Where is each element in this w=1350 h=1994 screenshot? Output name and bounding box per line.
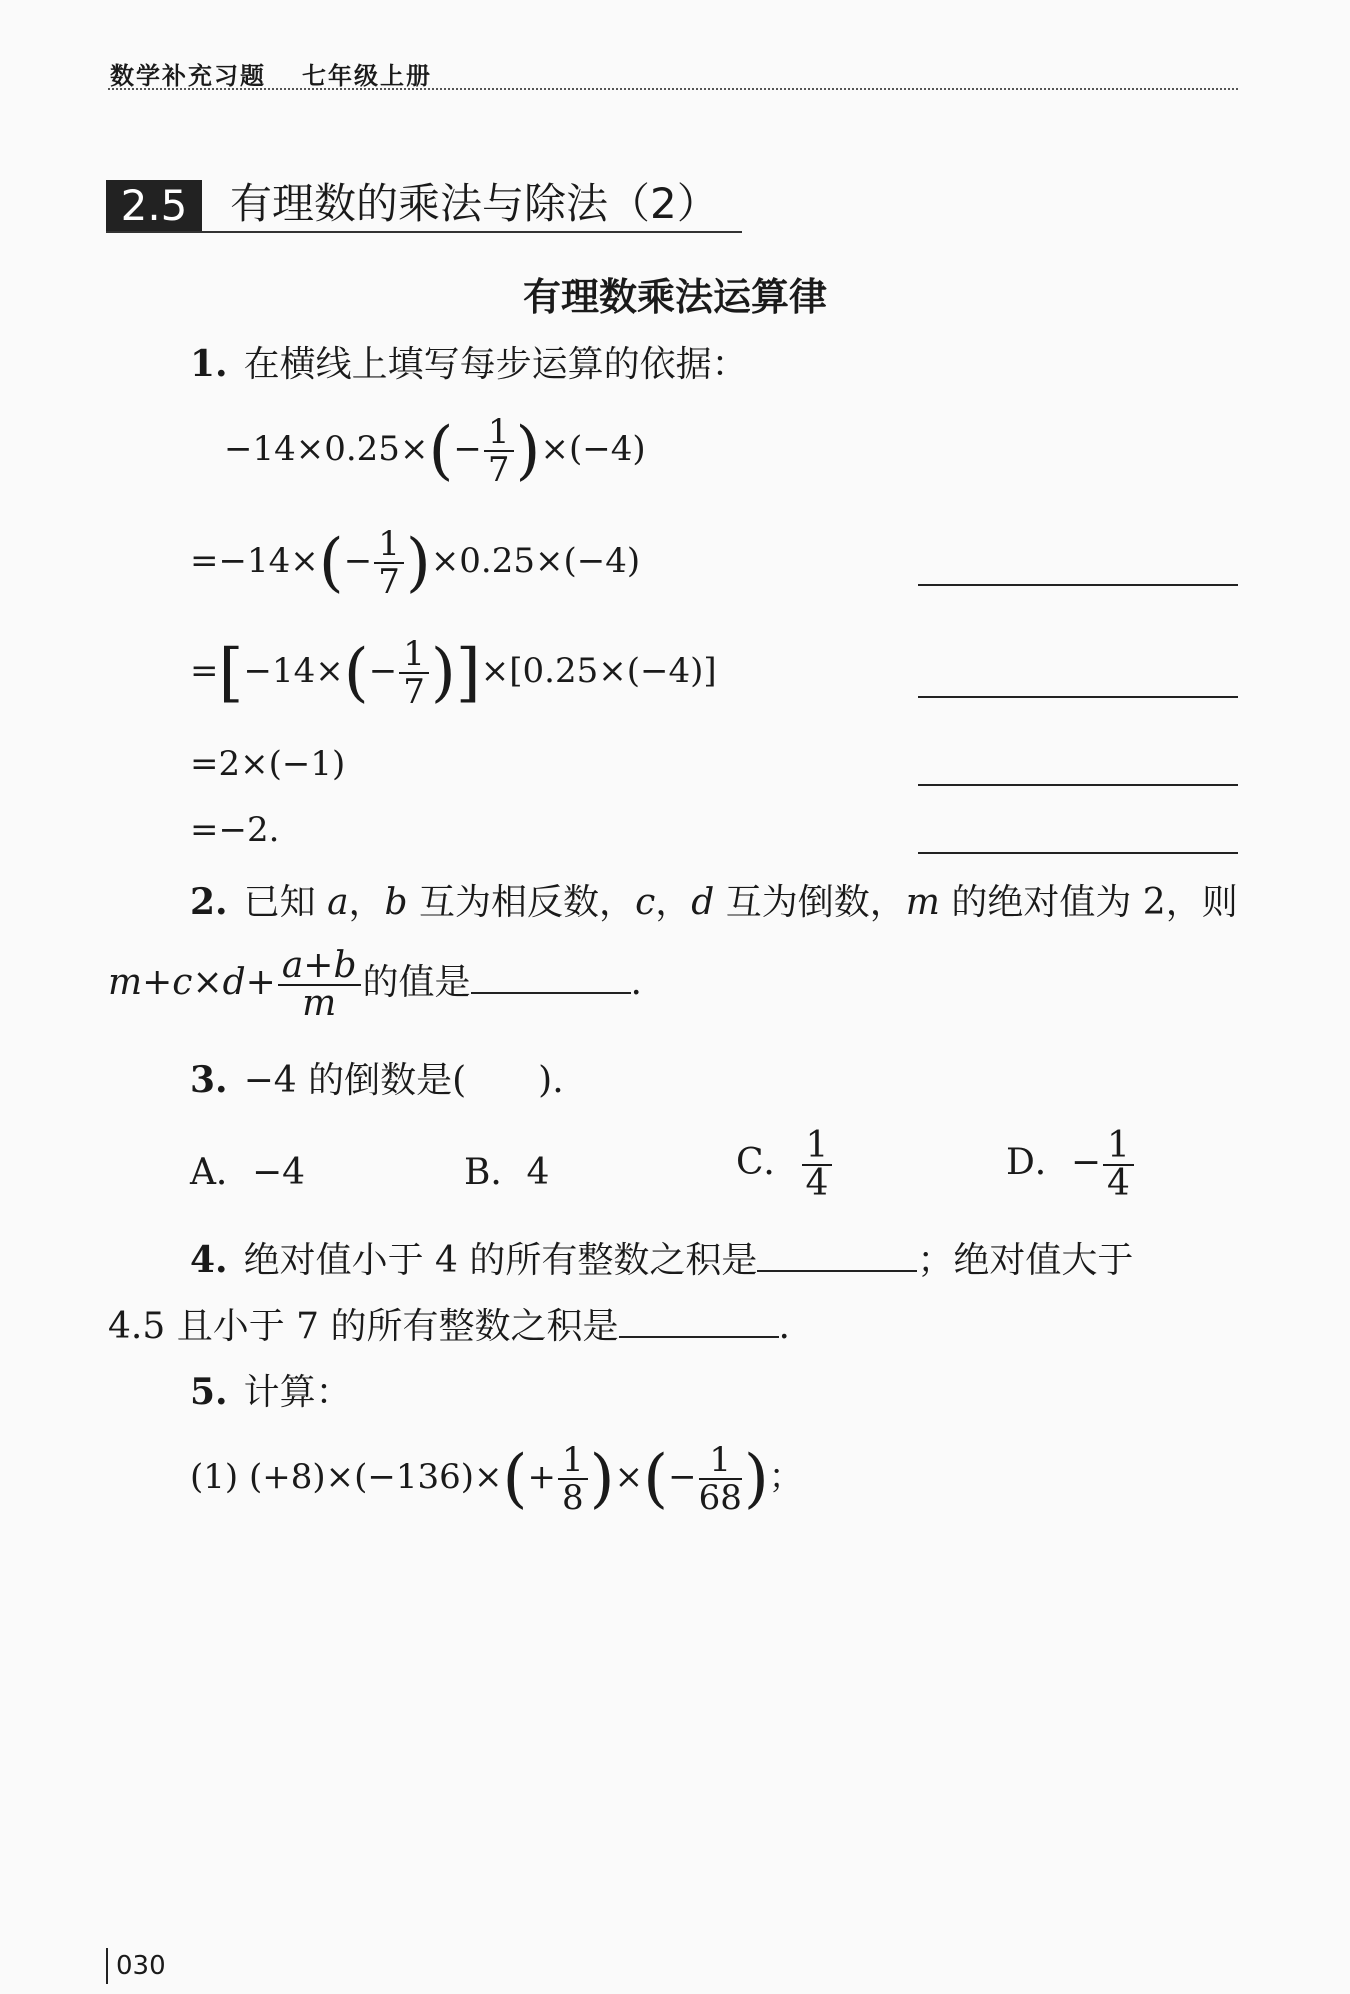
paren-close: ): [589, 1442, 615, 1516]
q5-p1-sign-2: −: [668, 1457, 697, 1497]
fraction: [278, 945, 361, 1024]
q1-l3-part-b: −14×: [243, 651, 344, 691]
q4-prompt: [190, 1232, 1133, 1283]
q1-text: 在横线上填写每步运算的依据：: [243, 344, 748, 385]
paren-open: (: [428, 414, 454, 488]
fraction-numerator: 1: [484, 414, 514, 452]
header-divider: [108, 88, 1238, 90]
fraction-numerator: 1: [802, 1128, 833, 1166]
q1-l2-part-c: ×0.25×(−4): [430, 541, 641, 581]
paren-open: (: [643, 1442, 669, 1516]
fraction-numerator: 1: [374, 526, 404, 564]
fraction: [802, 1125, 833, 1204]
fraction-denominator: 7: [378, 562, 400, 602]
section-title: 有理数的乘法与除法（2）: [230, 179, 719, 228]
q2-answer-blank[interactable]: [471, 962, 631, 994]
q2-text-4: 的绝对值为 2，则: [951, 882, 1238, 923]
fraction-denominator: 7: [487, 450, 510, 490]
var-d: d: [691, 882, 715, 923]
bracket-open: [: [218, 636, 244, 710]
fraction: [699, 1442, 742, 1516]
q4-text-1: 绝对值小于 4 的所有整数之积是: [243, 1240, 758, 1281]
q5-number: 5.: [190, 1371, 228, 1413]
q1-line-5: =−2.: [190, 810, 280, 850]
comma: ，: [655, 882, 692, 923]
q1-l3-part-d: ×[0.25×(−4)]: [480, 651, 717, 691]
q2-text-2: 互为相反数，: [419, 882, 636, 923]
fraction: [374, 526, 404, 600]
q1-l1-sign: −: [453, 429, 482, 469]
q1-reason-blank-2[interactable]: [918, 696, 1238, 698]
paren-open: (: [318, 526, 344, 600]
q3-option-b[interactable]: B．4: [464, 1152, 550, 1193]
fraction-numerator: 1: [699, 1442, 742, 1480]
q5-prompt: [190, 1364, 352, 1415]
fraction-numerator: 1: [558, 1442, 588, 1480]
q1-l2-sign: −: [343, 541, 373, 581]
fraction-denominator: 4: [805, 1163, 829, 1204]
fraction-numerator: a+b: [278, 948, 361, 986]
q3-text: −4 的倒数是( ).: [243, 1060, 564, 1101]
fraction-denominator: 4: [1107, 1163, 1130, 1204]
q1-line-2: [190, 526, 640, 600]
paren-open: (: [343, 636, 369, 710]
q4-text-3: 4.5 且小于 7 的所有整数之积是: [108, 1306, 619, 1347]
comma: ，: [348, 882, 385, 923]
q2-prompt: [190, 874, 1238, 925]
q4-answer-blank-2[interactable]: [619, 1306, 779, 1338]
grade-label: 七年级上册: [302, 62, 432, 90]
times-sign: ×: [614, 1457, 644, 1497]
q1-reason-blank-3[interactable]: [918, 784, 1238, 786]
paren-close: ): [515, 414, 541, 488]
q3-option-a[interactable]: A．−4: [190, 1152, 306, 1193]
section-underline: [106, 231, 742, 233]
q4-text-2: ；绝对值大于: [917, 1240, 1134, 1281]
fraction-denominator: 8: [561, 1478, 584, 1518]
q4-line-2: [108, 1298, 790, 1349]
q1-prompt: [190, 336, 748, 387]
q1-l1-part-c: ×(−4): [540, 429, 646, 469]
var-b: b: [384, 882, 408, 923]
fraction: [558, 1442, 588, 1516]
subtitle: 有理数乘法运算律: [522, 275, 827, 319]
q1-l1-part-a: −14×0.25×: [224, 429, 429, 469]
q1-line-3: [190, 636, 717, 710]
q5-p1-sign: +: [527, 1457, 556, 1497]
fraction: [1103, 1125, 1134, 1204]
q4-number: 4.: [190, 1239, 228, 1281]
var-a: a: [327, 882, 349, 923]
q1-reason-blank-1[interactable]: [918, 584, 1238, 586]
q1-l3-equals: =: [190, 651, 219, 691]
q2-expression: [108, 945, 642, 1024]
q1-reason-blank-4[interactable]: [918, 852, 1238, 854]
section-number: 2.5: [106, 180, 202, 232]
q3-option-d[interactable]: [1006, 1125, 1136, 1204]
q5-part-1: [190, 1442, 803, 1516]
q4-answer-blank-1[interactable]: [757, 1240, 917, 1272]
paren-close: ): [405, 526, 431, 600]
var-m: m: [905, 882, 940, 923]
fraction: [484, 414, 514, 488]
q1-line-1: [224, 414, 646, 488]
q3-prompt: [190, 1052, 564, 1103]
option-label: C．: [736, 1142, 800, 1183]
period: .: [778, 1306, 790, 1347]
q5-p1-part-a: (1) (+8)×(−136)×: [190, 1457, 503, 1497]
period: .: [630, 962, 642, 1003]
fraction-denominator: 68: [698, 1478, 742, 1518]
option-label: D．−: [1006, 1142, 1102, 1183]
q1-line-4: =2×(−1): [190, 744, 346, 784]
bracket-close: ]: [455, 636, 481, 710]
fraction: [399, 636, 429, 710]
q1-l2-part-a: =−14×: [190, 541, 319, 581]
q2-number: 2.: [190, 881, 228, 923]
paren-close: ): [430, 636, 456, 710]
var-c: c: [635, 882, 656, 923]
q2-text-1: 已知: [243, 882, 316, 923]
q1-number: 1.: [190, 343, 228, 385]
running-header: [110, 56, 432, 91]
paren-open: (: [502, 1442, 528, 1516]
q2-text-5: 的值是: [362, 962, 471, 1003]
paren-close: ): [743, 1442, 769, 1516]
fraction-denominator: m: [302, 983, 337, 1024]
fraction-numerator: 1: [399, 636, 429, 674]
q1-l3-sign: −: [368, 651, 398, 691]
fraction-denominator: 7: [403, 672, 425, 712]
q5-text: 计算：: [243, 1372, 352, 1413]
semicolon: ；: [768, 1457, 803, 1497]
book-title: 数学补充习题: [110, 62, 266, 90]
q3-number: 3.: [190, 1059, 228, 1101]
fraction-numerator: 1: [1103, 1128, 1134, 1166]
q2-expr-part: m+c×d+: [108, 962, 276, 1003]
page-number: 030: [106, 1948, 166, 1984]
q2-text-3: 互为倒数，: [725, 882, 906, 923]
q3-option-c[interactable]: [736, 1125, 834, 1204]
